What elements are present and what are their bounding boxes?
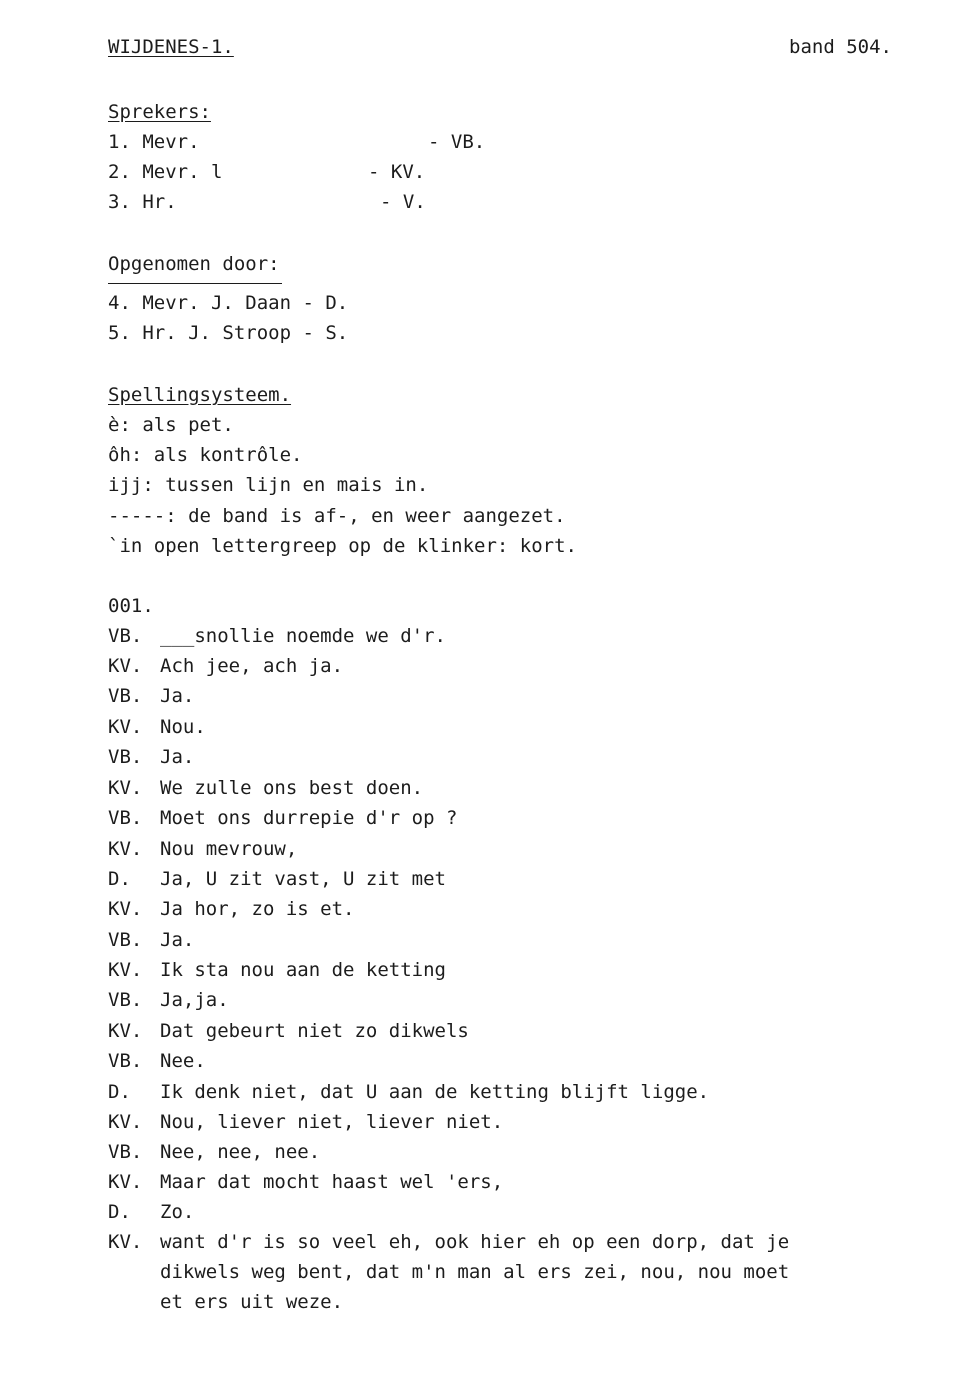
utterance: Ja. [160, 929, 195, 951]
speaker-tag: KV. [108, 1020, 143, 1042]
speaker-tag: VB. [108, 807, 143, 829]
speaker-tag: KV. [108, 777, 143, 799]
utterance-continuation: et ers uit weze. [160, 1291, 344, 1313]
utterance: Maar dat mocht haast wel 'ers, [160, 1171, 504, 1193]
speaker-tag: KV. [108, 1111, 143, 1133]
utterance: Ach jee, ach ja. [160, 655, 344, 677]
speaker-tag: VB. [108, 989, 143, 1011]
utterance: Nou, liever niet, liever niet. [160, 1111, 504, 1133]
speaker-label: 3. Hr. [108, 191, 177, 213]
speaker-tag: KV. [108, 1231, 143, 1253]
speaker-tag: D. [108, 868, 131, 890]
speaker-tag: KV. [108, 898, 143, 920]
recorded-by-heading: Opgenomen door: [108, 253, 280, 275]
utterance: Ja. [160, 685, 195, 707]
utterance: Ja hor, zo is et. [160, 898, 355, 920]
recorder-item: 5. Hr. J. Stroop - S. [108, 322, 349, 344]
speaker-tag: KV. [108, 1171, 143, 1193]
utterance: Ik denk niet, dat U aan de ketting blijft ligge. [160, 1081, 710, 1103]
spelling-item: è: als pet. [108, 414, 234, 436]
speaker-tag: VB. [108, 746, 143, 768]
section-number: 001. [108, 595, 154, 617]
speaker-tag: KV. [108, 716, 143, 738]
document-title: WIJDENES-1. [108, 36, 234, 58]
speaker-tag: VB. [108, 1141, 143, 1163]
speaker-code: - VB. [428, 131, 486, 153]
speakers-heading: Sprekers: [108, 101, 211, 123]
speaker-label: 1. Mevr. [108, 131, 200, 153]
utterance: We zulle ons best doen. [160, 777, 424, 799]
speaker-tag: KV. [108, 838, 143, 860]
speaker-tag: VB. [108, 685, 143, 707]
utterance: Ja,ja. [160, 989, 229, 1011]
speaker-tag: VB. [108, 625, 143, 647]
speaker-code: - KV. [368, 161, 426, 183]
utterance: Nou. [160, 716, 206, 738]
spelling-heading: Spellingsysteem. [108, 384, 292, 406]
spelling-item: ôh: als kontrôle. [108, 444, 303, 466]
utterance: Ik sta nou aan de ketting [160, 959, 446, 981]
spelling-item: `in open lettergreep op de klinker: kort. [108, 535, 577, 557]
utterance: want d'r is so veel eh, ook hier eh op een dorp, dat je [160, 1231, 790, 1253]
spelling-item: ijj: tussen lijn en mais in. [108, 474, 429, 496]
speaker-tag: VB. [108, 1050, 143, 1072]
spelling-item: -----: de band is af-, en weer aangezet. [108, 505, 566, 527]
speaker-code: - V. [380, 191, 426, 213]
tape-number: band 504. [789, 36, 892, 58]
utterance: Dat gebeurt niet zo dikwels [160, 1020, 469, 1042]
heading-underline [108, 283, 282, 284]
recorder-item: 4. Mevr. J. Daan - D. [108, 292, 349, 314]
speaker-tag: D. [108, 1201, 131, 1223]
utterance: ___snollie noemde we d'r. [160, 625, 446, 647]
utterance-continuation: dikwels weg bent, dat m'n man al ers zei, nou, nou moet [160, 1261, 790, 1283]
speaker-label: 2. Mevr. l [108, 161, 223, 183]
utterance: Zo. [160, 1201, 195, 1223]
speaker-tag: KV. [108, 655, 143, 677]
utterance: Moet ons durrepie d'r op ? [160, 807, 458, 829]
speaker-tag: KV. [108, 959, 143, 981]
speaker-tag: VB. [108, 929, 143, 951]
utterance: Nee. [160, 1050, 206, 1072]
utterance: Ja, U zit vast, U zit met [160, 868, 446, 890]
speaker-tag: D. [108, 1081, 131, 1103]
utterance: Nee, nee, nee. [160, 1141, 321, 1163]
utterance: Ja. [160, 746, 195, 768]
utterance: Nou mevrouw, [160, 838, 298, 860]
